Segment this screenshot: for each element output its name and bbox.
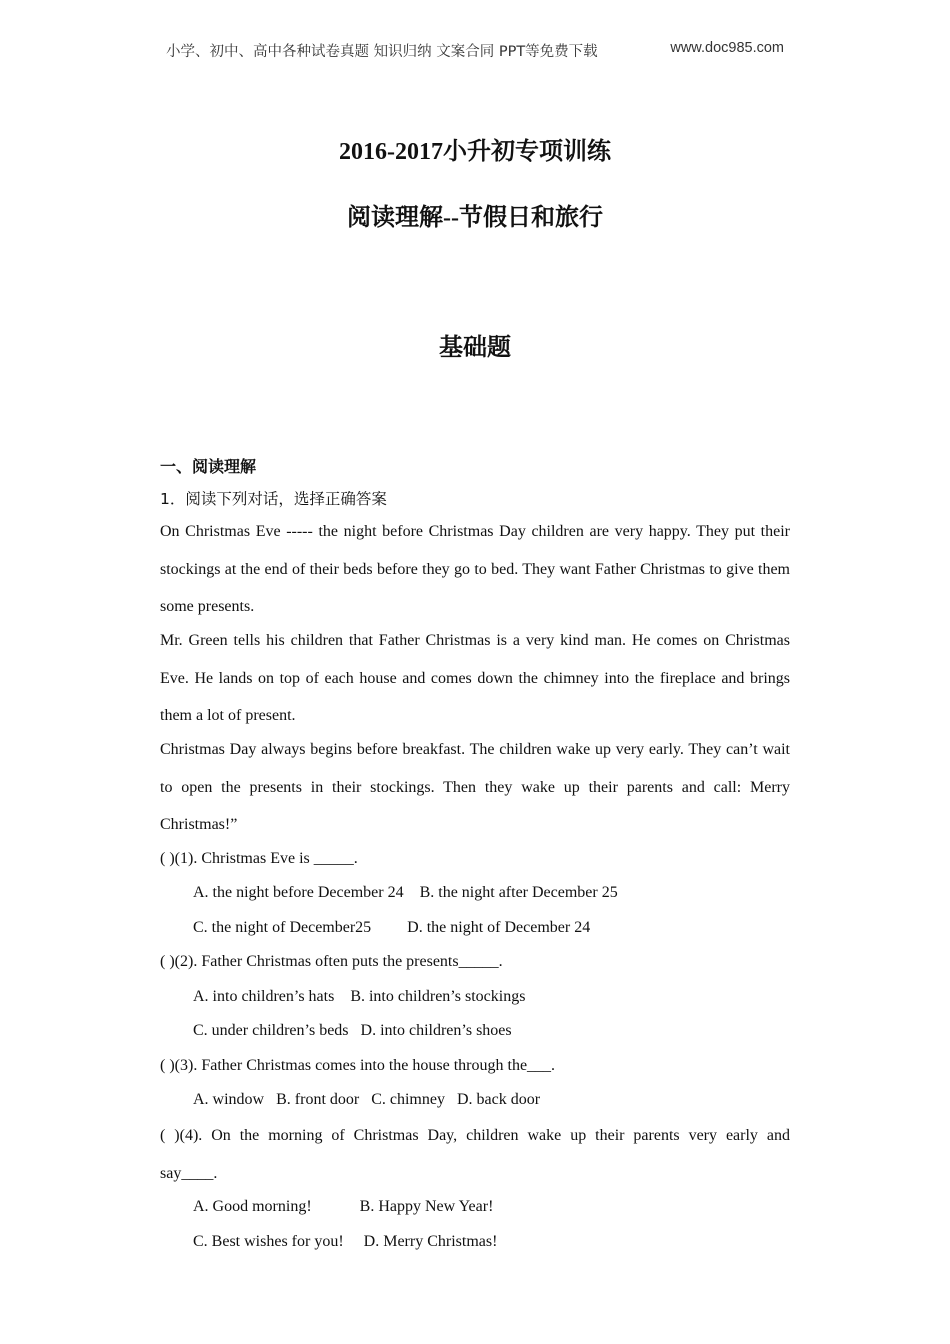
passage-paragraph-1: On Christmas Eve ----- the night before Christmas Day children are very happy. They put their stockings at the end of their beds before they go to bed. They want Father Christmas to give them some presents.	[160, 523, 790, 615]
question-2-options-row-2: C. under children’s beds D. into children’s shoes	[193, 1022, 512, 1039]
page-header	[166, 40, 796, 61]
question-1-stem: ( )(1). Christmas Eve is _____.	[160, 850, 358, 867]
title-line-2: 阅读理解--节假日和旅行	[347, 205, 603, 231]
section-heading: 一、阅读理解	[160, 457, 257, 476]
title-line-1: 2016-2017小升初专项训练	[339, 139, 611, 165]
question-1-options-row-1: A. the night before December 24 B. the night after December 25	[193, 884, 618, 901]
question-intro: 1．阅读下列对话，选择正确答案	[160, 490, 387, 508]
question-4-stem-line-1: ( )(4). On the morning of Christmas Day, children wake up their parents very early and	[160, 1127, 790, 1144]
question-2-stem: ( )(2). Father Christmas often puts the presents_____.	[160, 953, 503, 970]
question-4-stem-line-2: say____.	[160, 1165, 218, 1182]
question-2-options-row-1: A. into children’s hats B. into children’s stockings	[193, 988, 526, 1005]
question-4-options-row-1: A. Good morning! B. Happy New Year!	[193, 1198, 494, 1215]
header-site: www.doc985.com	[670, 40, 784, 56]
header-text: 小学、初中、高中各种试卷真题 知识归纳 文案合同 PPT等免费下载	[166, 44, 598, 60]
title-line-3: 基础题	[439, 335, 511, 361]
question-4-options-row-2: C. Best wishes for you! D. Merry Christmas!	[193, 1233, 498, 1250]
question-3-options: A. window B. front door C. chimney D. back door	[193, 1091, 541, 1108]
passage-paragraph-2: Mr. Green tells his children that Father Christmas is a very kind man. He comes on Christmas Eve. He lands on top of each house and comes down the chimney into the fireplace and brings them a lot of present.	[160, 632, 790, 724]
question-1-options-row-2: C. the night of December25 D. the night of December 24	[193, 919, 591, 936]
passage-paragraph-3: Christmas Day always begins before breakfast. The children wake up very early. They can’t wait to open the presents in their stockings. Then they wake up their parents and call: Merry Christmas!”	[160, 741, 790, 833]
question-3-stem: ( )(3). Father Christmas comes into the house through the___.	[160, 1057, 556, 1074]
